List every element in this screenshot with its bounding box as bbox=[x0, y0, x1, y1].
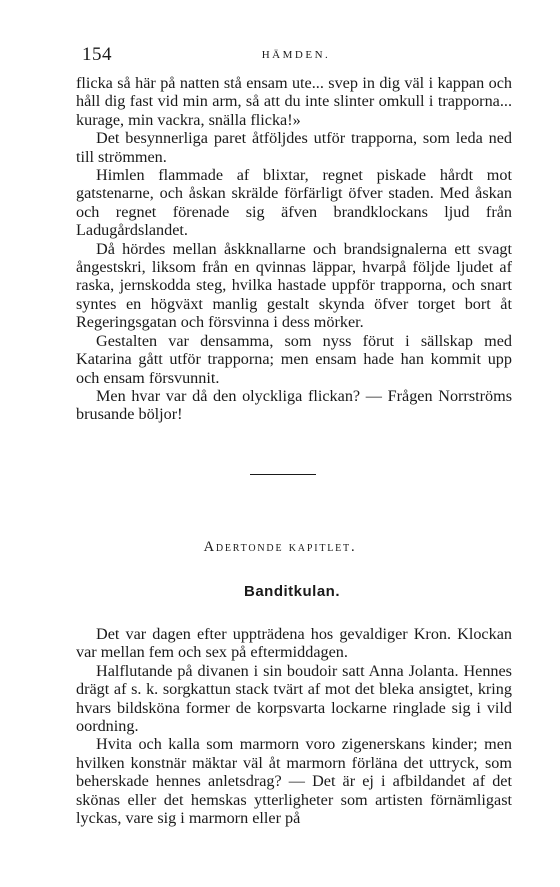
chapter-title: Banditkulan. bbox=[243, 583, 340, 600]
paragraph: flicka så här på natten stå ensam ute... svep in dig väl i kappan och håll dig fast vid min arm, så att du inte slinter omkull i trapporna... kurage, min vackra, snälla flicka!» bbox=[76, 74, 512, 129]
paragraph: Det var dagen efter uppträdena hos gevaldiger Kron. Klockan var mellan fem och sex på eftermiddagen. bbox=[76, 625, 512, 662]
page-number: 154 bbox=[82, 44, 112, 65]
paragraph: Då hördes mellan åskknallarne och brandsignalerna ett svagt ångestskri, liksom från en qvinnas läppar, hvarpå följde ljudet af raska, jernskodda steg, hvilka hastade uppför trapporna, och snart syntes en högväxt manlig gestalt skynda öfver torget bort åt Regeringsgatan och försvinna i dess mörker. bbox=[76, 239, 512, 332]
paragraph: Det besynnerliga paret åtföljdes utför trapporna, som leda ned till strömmen. bbox=[76, 129, 512, 166]
paragraph: Gestalten var densamma, som nyss förut i sällskap med Katarina gått utför trapporna; men ensam hade han kommit upp och ensam försvunnit. bbox=[76, 331, 512, 387]
paragraph: Hvita och kalla som marmorn voro zigenerskans kinder; men hvilken konstnär mäktar väl åt marmorn förläna det uttryck, som beherskade hennes anletsdrag? — Det är ej i afbildandet af det skönas eller det hemskas ytterligheter som artisten förnämligast lyckas, vare sig i marmorn eller på bbox=[76, 735, 512, 828]
chapter-heading: Adertonde kapitlet. bbox=[203, 539, 357, 555]
paragraph: Himlen flammade af blixtar, regnet piskade hårdt mot gatstenarne, och åskan skrälde förfärligt öfver staden. Med åskan och regnet förenade sig äfven brandklockans ljud från Ladugårdslandet. bbox=[76, 166, 512, 240]
chapter-body-text bbox=[76, 625, 512, 827]
section-separator-rule bbox=[250, 474, 316, 475]
page-header bbox=[76, 44, 516, 66]
paragraph: Halflutande på divanen i sin boudoir satt Anna Jolanta. Hennes drägt af s. k. sorgkattun stack tvärt af mot det bleka ansigtet, kring hvars bildsköna former de korpsvarta lockarne ringlade sig i vild oordning. bbox=[76, 661, 512, 736]
chapter-ending-text bbox=[76, 74, 512, 424]
paragraph: Men hvar var då den olyckliga flickan? — Frågen Norrströms brusande böljor! bbox=[76, 386, 512, 424]
running-title: HÄMDEN. bbox=[261, 49, 331, 61]
